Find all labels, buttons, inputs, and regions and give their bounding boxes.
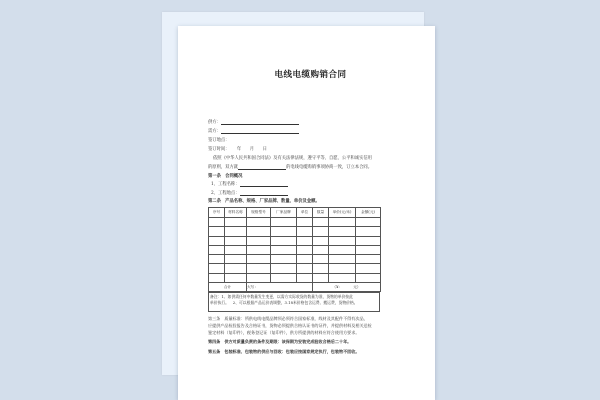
- article-3: [208, 315, 380, 336]
- table-header-row: [209, 208, 381, 218]
- table-header: 单价(元/米): [329, 208, 356, 218]
- total-label: 合计: [209, 283, 247, 292]
- sign-date-units: 年 月 日: [236, 147, 267, 152]
- party-b-label: 需方：: [208, 129, 221, 134]
- project-address-label: 2、工程地点：: [211, 191, 240, 196]
- table-row: [209, 264, 381, 273]
- table-row: [209, 245, 381, 254]
- notes-box: [208, 292, 380, 312]
- article-3-line-2: 应提供产品检验报告及合格证书，货物必须提供合格认证书的证件，并提供材料及相关送检: [208, 323, 372, 328]
- table-row: [209, 218, 381, 227]
- table-row: [209, 273, 381, 282]
- article-2-heading: 第二条 产品名称、规格、厂家品牌、数量、单价及金额。: [208, 199, 320, 204]
- project-name-label: 1、工程名称：: [211, 182, 240, 187]
- page-title: 电线电缆购销合同: [274, 70, 347, 80]
- sign-place-row: [208, 138, 229, 143]
- project-address-blank[interactable]: [240, 191, 288, 196]
- party-b-blank[interactable]: [221, 129, 299, 134]
- table-header: 序号: [209, 208, 225, 218]
- note-line-1: 备注：1、如供需任何中数量发生变更，以需方实际收货的数量为准，货物的单价按此: [210, 294, 353, 299]
- note-line-2: 单价执行。 2、可以根据产品运价表调整，3.18米价格包含运费、搬运费，货物价格。: [210, 299, 358, 305]
- preamble-2-start: 的原则，双方就: [208, 165, 239, 170]
- table-row: [209, 227, 381, 236]
- table-header: 数量: [313, 208, 329, 218]
- party-b-row: [208, 129, 299, 134]
- total-upper-label: 大写：: [247, 283, 313, 292]
- party-a-label: 供方：: [208, 120, 221, 125]
- items-table: [208, 207, 381, 292]
- article-3-line-1: 第三条 质量标准：所供电线电缆品牌须必须符合国家标准，线材及其配件不得有次品，: [208, 316, 368, 321]
- article-3-line-3: 鉴定材料（复印件），税务登记证（复印件），供方所提供的材料应符合使用方要求。: [208, 330, 360, 335]
- table-header: 单位: [297, 208, 313, 218]
- project-name-row: [211, 182, 288, 187]
- table-header: 金额(元): [356, 208, 381, 218]
- sign-date-row: [208, 147, 267, 152]
- preamble-blank[interactable]: [238, 165, 286, 170]
- contract-page: [178, 26, 435, 400]
- total-yen-label: （¥： 元）: [313, 283, 381, 292]
- preamble-2-end: 的电线电缆购销事项协商一致，订立本合同。: [286, 165, 373, 170]
- project-name-blank[interactable]: [240, 182, 288, 187]
- article-1-heading: 第一条 合同概况: [208, 174, 243, 179]
- sign-place-label: 签订地点：: [208, 138, 230, 143]
- party-a-row: [208, 120, 299, 125]
- article-5: 第五条 包装标准、包装物的供应与回收：包装应按国家规定执行，包装物不回收。: [208, 349, 360, 354]
- table-row: [209, 255, 381, 264]
- table-header: 材料名称: [225, 208, 247, 218]
- table-header: 规格型号: [247, 208, 271, 218]
- article-4: 第四条 供方对质量负责的条件及期限：该保期为安装完成验收合格后二十年。: [208, 339, 352, 344]
- preamble-line-1: 依照《中华人民共和国合同法》及有关法律法规，遵守平等、自愿、公平和诚实信用: [213, 156, 372, 161]
- party-a-blank[interactable]: [221, 120, 299, 125]
- preamble-line-2: [208, 165, 372, 170]
- project-address-row: [211, 191, 288, 196]
- table-total-row: [209, 283, 381, 292]
- table-header: 厂家品牌: [271, 208, 297, 218]
- sign-date-label: 签订时间：: [208, 147, 230, 152]
- table-row: [209, 236, 381, 245]
